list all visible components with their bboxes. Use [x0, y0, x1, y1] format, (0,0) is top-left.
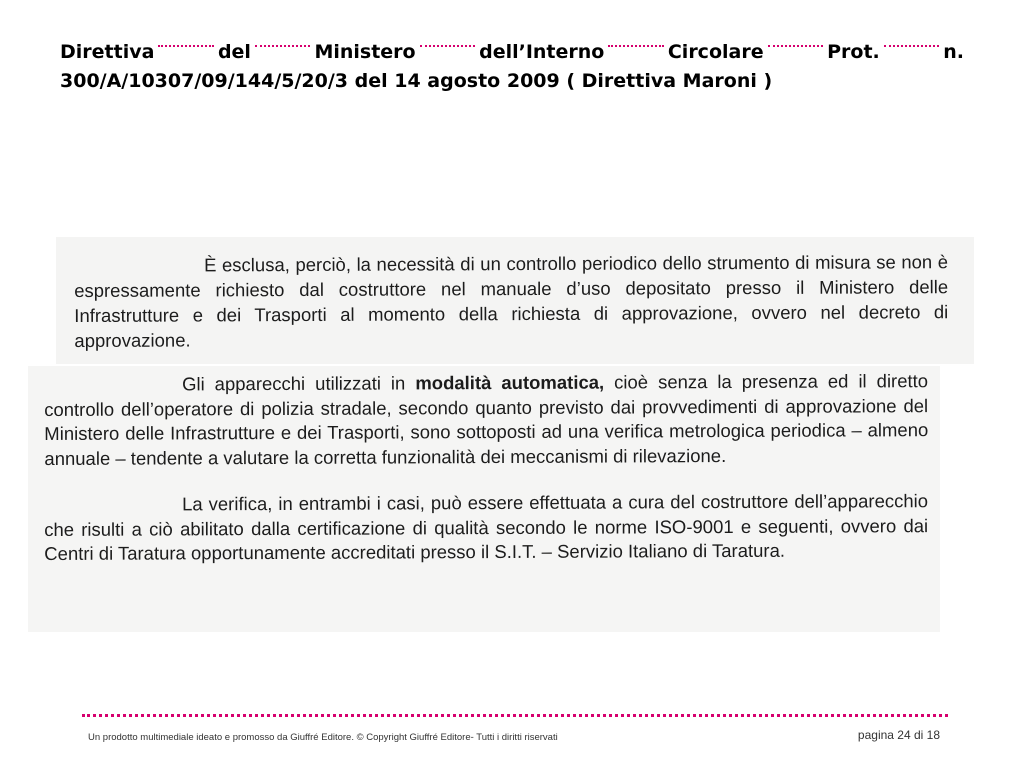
title-word: Ministero [314, 41, 416, 63]
excerpt-text: Gli apparecchi utilizzati in [182, 372, 416, 395]
footer-dotted-rule [82, 714, 948, 717]
excerpt-text: È esclusa, perciò, la necessità di un controllo periodico dello strumento di misura se non è espressamente richiesto dal costruttore nel manuale d’uso depositato presso il Ministero delle Infrastrutture e dei Trasporti al momento della richiesta di approvazione, ovvero nel decreto di approvazione. [74, 251, 949, 351]
title-line-1 [60, 38, 964, 67]
excerpt-text: La verifica, in entrambi i casi, può essere effettuata a cura del costruttore dell’apparecchio che risulti a ciò abilitato dalla certificazione di qualità secondo le norme ISO-9001 e seguenti, ovvero dai Centri di Taratura opportunamente accreditati presso il S.I.T. – Servizio Italiano di Taratura. [44, 490, 929, 564]
excerpt-bold-text: modalità automatica, [415, 371, 605, 394]
excerpt-paragraph [74, 249, 948, 353]
excerpt-paragraph [44, 369, 928, 471]
title-word: Circolare [667, 41, 764, 63]
paragraph-indent [44, 390, 182, 391]
dotted-leader [158, 45, 214, 47]
dotted-leader [608, 45, 664, 47]
page-number: pagina 24 di 18 [857, 728, 940, 742]
title-word: n. [943, 41, 964, 63]
footer-copyright: Un prodotto multimediale ideato e promosso da Giuffré Editore. © Copyright Giuffré Editore- Tutti i diritti riservati [88, 732, 558, 743]
dotted-leader [255, 45, 311, 47]
paragraph-indent [74, 271, 204, 272]
scanned-excerpt-1 [56, 237, 974, 364]
excerpt-paragraph [44, 489, 928, 566]
dotted-leader [884, 45, 940, 47]
dotted-leader [420, 45, 476, 47]
paragraph-indent [44, 510, 182, 511]
title-line-2: 300/A/10307/09/144/5/20/3 del 14 agosto 2009 ( Direttiva Maroni ) [60, 70, 773, 92]
title-word: dell’Interno [479, 41, 605, 63]
slide-title [60, 38, 964, 96]
title-word: del [217, 41, 251, 63]
scanned-excerpt-2 [28, 366, 940, 632]
dotted-leader [768, 45, 824, 47]
excerpt-text: cioè senza la presenza ed il diretto controllo dell’operatore di polizia stradale, secondo quanto previsto dai provvedimenti di approvazione del Ministero delle Infrastrutture e dei Trasporti, sono sottoposti ad una verifica metrologica periodica – almeno annuale – tendente a valutare la corretta funzionalità dei meccanismi di rilevazione. [44, 370, 929, 469]
title-word: Direttiva [60, 41, 155, 63]
title-word: Prot. [827, 41, 880, 63]
